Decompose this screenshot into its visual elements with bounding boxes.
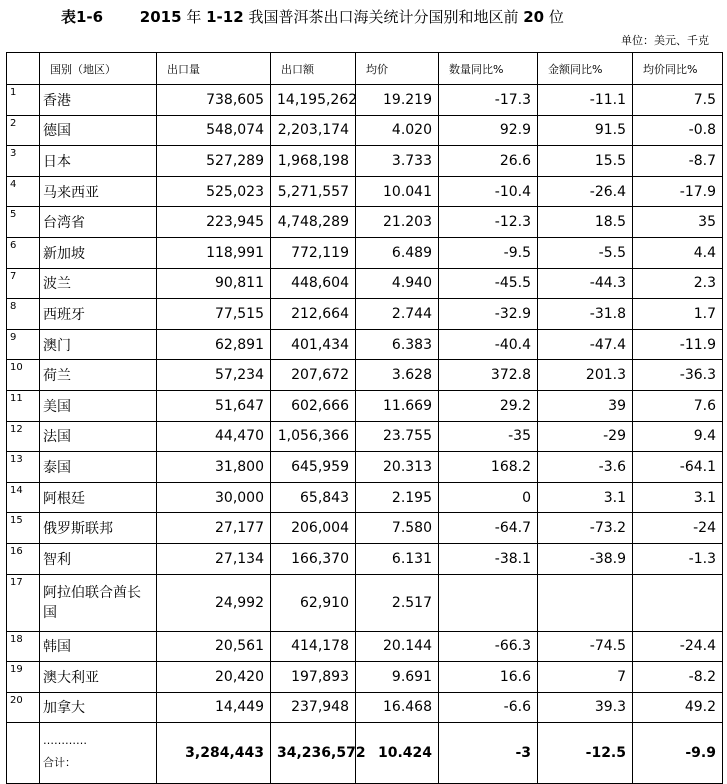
price-yoy: -8.7 [633, 146, 723, 177]
title-rank-suffix: 位 [548, 8, 564, 26]
export-qty: 27,177 [157, 513, 271, 544]
amount-yoy: 18.5 [538, 207, 633, 238]
header-index [7, 53, 40, 85]
price-yoy: -24.4 [633, 631, 723, 662]
table-row [7, 482, 723, 513]
export-amount: 62,910 [271, 574, 356, 631]
price-yoy: -0.8 [633, 115, 723, 146]
country-name: 德国 [40, 115, 157, 146]
avg-price: 10.041 [356, 176, 439, 207]
country-name: 新加坡 [40, 237, 157, 268]
price-yoy: 49.2 [633, 692, 723, 723]
export-amount: 2,203,174 [271, 115, 356, 146]
avg-price: 3.733 [356, 146, 439, 177]
country-name: 韩国 [40, 631, 157, 662]
export-amount: 772,119 [271, 237, 356, 268]
qty-yoy: 168.2 [439, 452, 538, 483]
price-yoy: -8.2 [633, 662, 723, 693]
export-qty: 738,605 [157, 85, 271, 116]
country-name: 西班牙 [40, 299, 157, 330]
country-name: 智利 [40, 543, 157, 574]
avg-price: 21.203 [356, 207, 439, 238]
table-row [7, 452, 723, 483]
row-index: 6 [7, 237, 40, 268]
qty-yoy: 26.6 [439, 146, 538, 177]
row-index: 1 [7, 85, 40, 116]
qty-yoy: 0 [439, 482, 538, 513]
total-label-cell [40, 723, 157, 784]
qty-yoy: -12.3 [439, 207, 538, 238]
avg-price: 23.755 [356, 421, 439, 452]
export-qty: 20,561 [157, 631, 271, 662]
avg-price: 6.383 [356, 329, 439, 360]
price-yoy: 1.7 [633, 299, 723, 330]
export-amount: 65,843 [271, 482, 356, 513]
avg-price: 2.744 [356, 299, 439, 330]
table-row [7, 115, 723, 146]
title-rank: 20 [523, 8, 545, 26]
amount-yoy: -26.4 [538, 176, 633, 207]
export-qty: 62,891 [157, 329, 271, 360]
row-index: 8 [7, 299, 40, 330]
export-amount: 166,370 [271, 543, 356, 574]
row-index: 9 [7, 329, 40, 360]
export-amount: 1,056,366 [271, 421, 356, 452]
export-amount: 206,004 [271, 513, 356, 544]
price-yoy: -24 [633, 513, 723, 544]
amount-yoy: 201.3 [538, 360, 633, 391]
table-row [7, 662, 723, 693]
avg-price: 2.195 [356, 482, 439, 513]
table-row [7, 390, 723, 421]
export-qty: 77,515 [157, 299, 271, 330]
table-body [7, 85, 723, 723]
header-qty: 出口量 [157, 53, 271, 85]
row-index: 12 [7, 421, 40, 452]
amount-yoy: -73.2 [538, 513, 633, 544]
qty-yoy: -64.7 [439, 513, 538, 544]
header-amount-yoy: 金额同比% [538, 53, 633, 85]
amount-yoy: -3.6 [538, 452, 633, 483]
avg-price: 3.628 [356, 360, 439, 391]
avg-price: 11.669 [356, 390, 439, 421]
price-yoy: 4.4 [633, 237, 723, 268]
title-year-suffix: 年 [186, 8, 202, 26]
table-row [7, 574, 723, 631]
country-name: 俄罗斯联邦 [40, 513, 157, 544]
table-row [7, 631, 723, 662]
table-header-row [7, 53, 723, 85]
country-name: 台湾省 [40, 207, 157, 238]
export-qty: 527,289 [157, 146, 271, 177]
avg-price: 16.468 [356, 692, 439, 723]
table-row [7, 543, 723, 574]
qty-yoy: -6.6 [439, 692, 538, 723]
table-row [7, 268, 723, 299]
total-qty-yoy: -3 [439, 723, 538, 784]
country-name: 美国 [40, 390, 157, 421]
country-name: 荷兰 [40, 360, 157, 391]
export-amount: 237,948 [271, 692, 356, 723]
table-row [7, 421, 723, 452]
export-amount: 197,893 [271, 662, 356, 693]
total-row [7, 723, 723, 784]
title-year: 2015 [139, 8, 182, 26]
avg-price: 9.691 [356, 662, 439, 693]
title-period: 1-12 [206, 8, 244, 26]
table-row [7, 360, 723, 391]
export-qty: 27,134 [157, 543, 271, 574]
table-title [61, 6, 564, 27]
table-row [7, 692, 723, 723]
qty-yoy: -10.4 [439, 176, 538, 207]
export-qty: 31,800 [157, 452, 271, 483]
amount-yoy: -44.3 [538, 268, 633, 299]
row-index: 19 [7, 662, 40, 693]
qty-yoy: 16.6 [439, 662, 538, 693]
country-name: 马来西亚 [40, 176, 157, 207]
header-country: 国别（地区） [40, 53, 157, 85]
table-row [7, 146, 723, 177]
export-qty: 525,023 [157, 176, 271, 207]
row-index: 20 [7, 692, 40, 723]
qty-yoy: 29.2 [439, 390, 538, 421]
price-yoy: -11.9 [633, 329, 723, 360]
table-row [7, 513, 723, 544]
total-index [7, 723, 40, 784]
row-index: 15 [7, 513, 40, 544]
export-amount: 401,434 [271, 329, 356, 360]
avg-price: 4.940 [356, 268, 439, 299]
qty-yoy: -9.5 [439, 237, 538, 268]
row-index: 11 [7, 390, 40, 421]
total-amount-yoy: -12.5 [538, 723, 633, 784]
qty-yoy: -45.5 [439, 268, 538, 299]
export-qty: 24,992 [157, 574, 271, 631]
table-row [7, 237, 723, 268]
amount-yoy: -29 [538, 421, 633, 452]
row-index: 16 [7, 543, 40, 574]
export-amount: 414,178 [271, 631, 356, 662]
export-qty: 223,945 [157, 207, 271, 238]
export-qty: 548,074 [157, 115, 271, 146]
table-row [7, 85, 723, 116]
country-name: 法国 [40, 421, 157, 452]
export-amount: 212,664 [271, 299, 356, 330]
qty-yoy: 372.8 [439, 360, 538, 391]
amount-yoy: 39.3 [538, 692, 633, 723]
row-index: 10 [7, 360, 40, 391]
qty-yoy: -40.4 [439, 329, 538, 360]
title-text: 我国普洱茶出口海关统计分国别和地区前 [248, 8, 519, 26]
row-index: 13 [7, 452, 40, 483]
header-price: 均价 [356, 53, 439, 85]
total-qty: 3,284,443 [157, 723, 271, 784]
qty-yoy: -38.1 [439, 543, 538, 574]
avg-price: 6.131 [356, 543, 439, 574]
qty-yoy: -66.3 [439, 631, 538, 662]
country-name: 阿拉伯联合酋长国 [40, 574, 157, 631]
price-yoy: 3.1 [633, 482, 723, 513]
amount-yoy: 91.5 [538, 115, 633, 146]
country-name: 加拿大 [40, 692, 157, 723]
export-qty: 57,234 [157, 360, 271, 391]
row-index: 2 [7, 115, 40, 146]
price-yoy: -64.1 [633, 452, 723, 483]
table-row [7, 207, 723, 238]
amount-yoy: 7 [538, 662, 633, 693]
qty-yoy: -17.3 [439, 85, 538, 116]
amount-yoy: -38.9 [538, 543, 633, 574]
country-name: 日本 [40, 146, 157, 177]
export-amount: 645,959 [271, 452, 356, 483]
table-row [7, 299, 723, 330]
country-name: 澳门 [40, 329, 157, 360]
table-row [7, 176, 723, 207]
export-qty: 118,991 [157, 237, 271, 268]
export-qty: 44,470 [157, 421, 271, 452]
qty-yoy: -35 [439, 421, 538, 452]
price-yoy [633, 574, 723, 631]
export-qty: 90,811 [157, 268, 271, 299]
export-table [6, 52, 723, 784]
row-index: 17 [7, 574, 40, 631]
row-index: 14 [7, 482, 40, 513]
country-name: 澳大利亚 [40, 662, 157, 693]
amount-yoy: -11.1 [538, 85, 633, 116]
header-price-yoy: 均价同比% [633, 53, 723, 85]
table-row [7, 329, 723, 360]
price-yoy: -1.3 [633, 543, 723, 574]
export-amount: 448,604 [271, 268, 356, 299]
row-index: 18 [7, 631, 40, 662]
qty-yoy: 92.9 [439, 115, 538, 146]
qty-yoy [439, 574, 538, 631]
avg-price: 19.219 [356, 85, 439, 116]
export-amount: 602,666 [271, 390, 356, 421]
export-qty: 51,647 [157, 390, 271, 421]
amount-yoy [538, 574, 633, 631]
unit-note: 单位：美元、千克 [621, 34, 709, 47]
avg-price: 6.489 [356, 237, 439, 268]
export-amount: 207,672 [271, 360, 356, 391]
price-yoy: 7.6 [633, 390, 723, 421]
price-yoy: -36.3 [633, 360, 723, 391]
header-amount: 出口额 [271, 53, 356, 85]
amount-yoy: -5.5 [538, 237, 633, 268]
export-amount: 4,748,289 [271, 207, 356, 238]
avg-price: 20.313 [356, 452, 439, 483]
row-index: 3 [7, 146, 40, 177]
total-price: 10.424 [356, 723, 439, 784]
table-number: 表1-6 [61, 8, 104, 26]
avg-price: 2.517 [356, 574, 439, 631]
amount-yoy: -31.8 [538, 299, 633, 330]
amount-yoy: -47.4 [538, 329, 633, 360]
export-qty: 14,449 [157, 692, 271, 723]
amount-yoy: 39 [538, 390, 633, 421]
qty-yoy: -32.9 [439, 299, 538, 330]
total-amount: 34,236,572 [271, 723, 356, 784]
row-index: 7 [7, 268, 40, 299]
country-name: 波兰 [40, 268, 157, 299]
amount-yoy: 3.1 [538, 482, 633, 513]
country-name: 阿根廷 [40, 482, 157, 513]
total-label: 合计： [43, 756, 76, 770]
export-amount: 14,195,262 [271, 85, 356, 116]
row-index: 5 [7, 207, 40, 238]
country-name: 香港 [40, 85, 157, 116]
price-yoy: 7.5 [633, 85, 723, 116]
export-qty: 20,420 [157, 662, 271, 693]
export-qty: 30,000 [157, 482, 271, 513]
total-dots: ………… [43, 734, 87, 748]
avg-price: 4.020 [356, 115, 439, 146]
country-name: 泰国 [40, 452, 157, 483]
avg-price: 7.580 [356, 513, 439, 544]
price-yoy: 9.4 [633, 421, 723, 452]
price-yoy: 35 [633, 207, 723, 238]
row-index: 4 [7, 176, 40, 207]
amount-yoy: 15.5 [538, 146, 633, 177]
export-amount: 5,271,557 [271, 176, 356, 207]
avg-price: 20.144 [356, 631, 439, 662]
export-amount: 1,968,198 [271, 146, 356, 177]
total-price-yoy: -9.9 [633, 723, 723, 784]
amount-yoy: -74.5 [538, 631, 633, 662]
price-yoy: -17.9 [633, 176, 723, 207]
header-qty-yoy: 数量同比% [439, 53, 538, 85]
price-yoy: 2.3 [633, 268, 723, 299]
